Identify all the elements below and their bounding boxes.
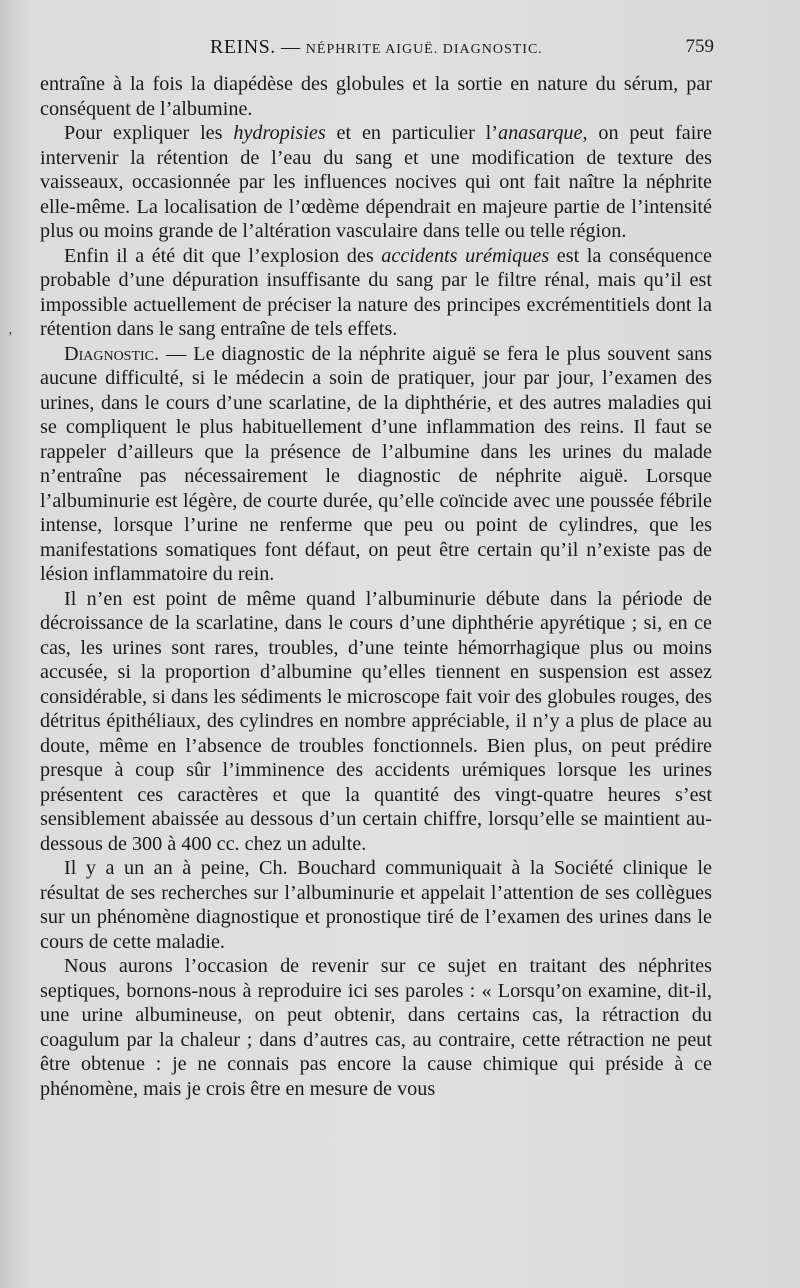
italic-term: hydropisies xyxy=(233,122,326,144)
text-run: Pour expliquer les xyxy=(64,122,234,144)
text-run: Enfin il a été dit que l’explosion des xyxy=(64,244,382,267)
text-run: Nous aurons l’occasion de revenir sur ce sujet en traitant des néphrites septiques, bornons-nous à reproduire ici ses paroles : « Lorsqu’on examine, dit-il, une urine albumineuse, on peut obtenir, dans certains cas, la rétraction du coagulum par la chaleur ; dans d’autres cas, au contraire, cette rétraction ne peut être obtenue : je ne connais pas encore la cause chimique qui préside à ce phénomène, mais je crois être en mesure de vous xyxy=(40,955,712,1100)
text-run: , on peut faire intervenir la rétention de l’eau du sang et une modification de texture des vaisseaux, occasionnée par les influences nocives qui ont fait naître la néphrite elle-même. La localisation de l’œdème dépendrait en majeure partie de l’intensité plus ou moins grande de l’altération vasculaire dans telle ou telle région. xyxy=(40,122,712,242)
running-head-subtitle: NÉPHRITE AIGUË. DIAGNOSTIC. xyxy=(305,42,543,57)
paragraph xyxy=(40,856,712,954)
text-run: — Le diagnostic de la néphrite aiguë se fera le plus souvent sans aucune difficulté, si le médecin a soin de pratiquer, jour par jour, l’examen des urines, dans le cours d’une scarlatine, de la diphthérie, et des autres maladies qui se compliquent le plus habituellement d’une inflammation des reins. Il faut se rappeler d’ailleurs que la présence de l’albumine dans les urines du malade n’entraîne pas nécessairement le diagnostic de néphrite aiguë. Lorsque l’albuminurie est légère, de courte durée, qu’elle coïncide avec une poussée fébrile intense, lorsque l’urine ne renferme que peu ou point de cylindres, que les manifestations somatiques font défaut, on peut être certain qu’il n’existe pas de lésion inflammatoire du rein. xyxy=(40,342,712,585)
paragraph xyxy=(40,587,712,857)
running-head-main: REINS. xyxy=(210,36,276,58)
page-number: 759 xyxy=(685,36,714,57)
page-header xyxy=(40,36,714,64)
paragraph xyxy=(40,121,712,244)
text-run: et en particulier l’ xyxy=(325,122,498,144)
paragraph xyxy=(40,954,712,1101)
paragraph xyxy=(40,342,712,587)
text-run: entraîne à la fois la diapédèse des globules et la sortie en nature du sérum, par conséquent de l’albumine. xyxy=(40,73,712,120)
text-run: est la conséquence probable d’une dépuration insuffisante du sang par le filtre rénal, mais qu’il est impossible actuellement de préciser la nature des principes excrémentitiels dont la rétention dans le sang entraîne de tels effets. xyxy=(40,244,712,340)
running-head-separator: — xyxy=(275,37,306,58)
text-run: Il y a un an à peine, Ch. Bouchard communiquait à la Société clinique le résultat de ses recherches sur l’albuminurie et appelait l’attention de ses collègues sur un phénomène diagnostique et pronostique tiré de l’examen des urines dans le cours de cette maladie. xyxy=(40,857,712,953)
body-text xyxy=(40,72,712,1101)
italic-term: accidents urémiques xyxy=(381,244,550,267)
text-run: Il n’en est point de même quand l’albuminurie débute dans la période de décroissance de la scarlatine, dans le cours d’une diphthérie apyrétique ; si, en ce cas, les urines sont rares, troubles, d’une teinte hémorrhagique plus ou moins accusée, si la proportion d’albumine qu’elles tiennent en suspension est assez considérable, si dans les sédiments le microscope fait voir des globules rouges, des détritus épithéliaux, des cylindres en nombre appréciable, il n’y a plus de place au doute, même en l’absence de troubles fonctionnels. Bien plus, on peut prédire presque à coup sûr l’imminence des accidents urémiques lorsque les urines présentent ces caractères et que la quantité des vingt-quatre heures s’est sensiblement abaissée au dessous d’un certain chiffre, lorsqu’elle se maintient au-dessous de 300 à 400 cc. chez un adulte. xyxy=(40,587,712,855)
paragraph xyxy=(40,72,712,121)
running-head xyxy=(210,36,543,59)
margin-mark: ’ xyxy=(8,330,13,345)
paragraph xyxy=(40,244,712,342)
section-heading: Diagnostic. xyxy=(64,342,160,365)
italic-term: anasarque xyxy=(497,122,583,144)
